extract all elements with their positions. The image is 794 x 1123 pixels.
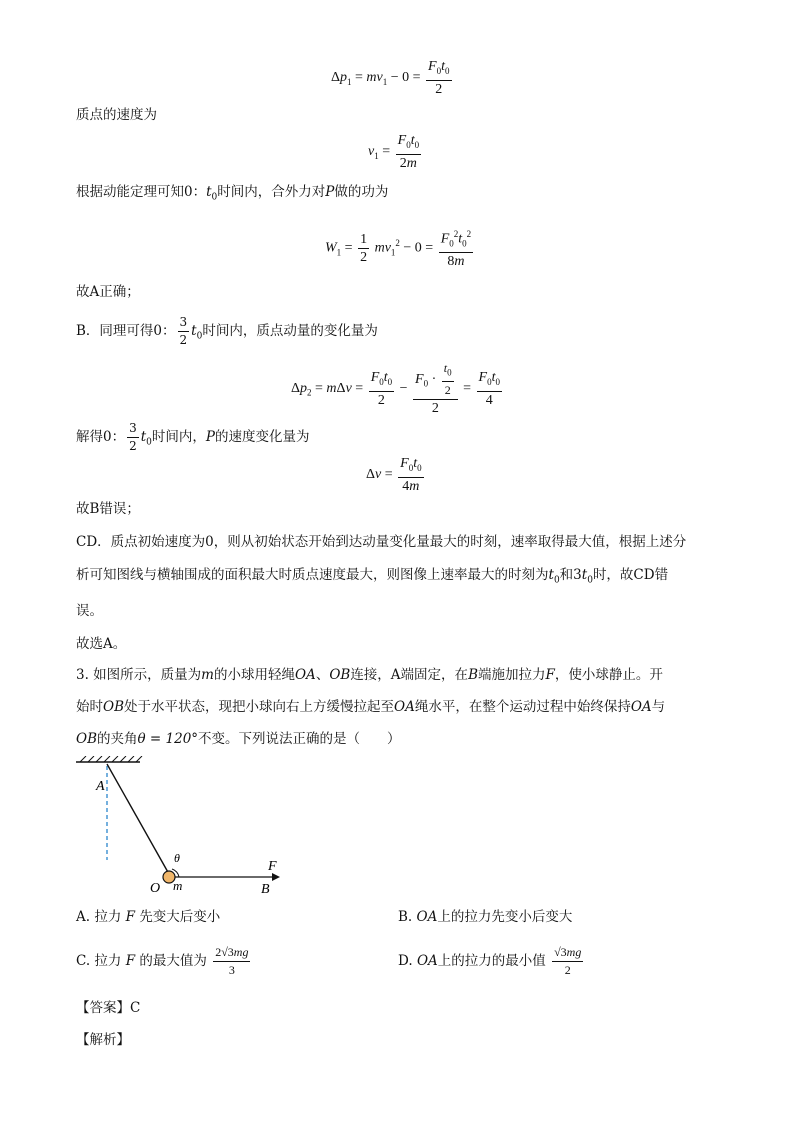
option-b[interactable]: B. OA上的拉力先变小后变大 xyxy=(398,909,573,925)
option-c[interactable]: C. 拉力 F 的最大值为 $\frac{2√3mg}{3}$ xyxy=(76,945,249,977)
analysis-label: 【解析】 xyxy=(76,1032,130,1048)
text-a-correct: 故A正确； xyxy=(76,284,140,300)
label-m: m xyxy=(173,878,183,893)
question-3-line2: 始时OB处于水平状态，现把小球向右上方缓慢拉起至OA绳水平，在整个运动过程中始终保持OA与 xyxy=(76,699,666,715)
option-a[interactable]: A. 拉力 F 先变大后变小 xyxy=(76,909,221,925)
text-choose: 故选A。 xyxy=(76,636,127,652)
formula-momentum-change-2: $\Delta p_2 = m\Delta v$ = $\frac{F_0t_0}{2}$ − $F_0$ · $\frac{t_0}{2}$ 2 = $\frac{F_0t_0}{4}$ xyxy=(291,361,500,417)
formula-velocity-change: Δv = $\frac{F_0t_0}{4m}$ xyxy=(366,456,422,494)
ceiling-support xyxy=(76,756,142,762)
text-b-wrong: 故B错误； xyxy=(76,501,140,517)
label-A: A xyxy=(96,779,105,794)
text-b-intro: B．同理可得0： $\frac{3}{2}$ $t_0$时间内，质点动量的变化量为 xyxy=(76,315,378,347)
text-solve: 解得0： $\frac{3}{2}$ $t_0$时间内，P的速度变化量为 xyxy=(76,421,310,453)
text-speed-label: 质点的速度为 xyxy=(76,107,157,123)
question-3-figure xyxy=(76,756,296,896)
formula-velocity-1: $v_1$ = $\frac{F_0t_0}{2m}$ xyxy=(368,133,420,171)
force-arrow-head xyxy=(272,873,280,881)
question-3-line1: 3. 如图所示，质量为m的小球用轻绳OA、OB连接，A端固定，在B端施加拉力F，使小球静止。开 xyxy=(76,667,663,683)
formula-work-1: $W_1$ = $\frac{1}{2}$ $mv_1^2 - 0$ = $\frac{F_0^2t_0^2}{8m}$ xyxy=(325,226,475,270)
question-3-line3: OB的夹角θ = 120°不变。下列说法正确的是（ ） xyxy=(76,731,401,747)
text-work-intro: 根据动能定理可知0：$t_0$时间内，合外力对P做的功为 xyxy=(76,184,389,203)
rope-OA xyxy=(107,764,169,874)
option-d[interactable]: D. OA上的拉力的最小值 $\frac{√3mg}{2}$ xyxy=(398,945,582,977)
text-cd-line3: 误。 xyxy=(76,603,103,619)
text-cd-line1: CD．质点初始速度为0，则从初始状态开始到达动量变化量最大的时刻，速率取得最大值，根据上述分 xyxy=(76,534,687,550)
text-cd-line2: 析可知图线与横轴围成的面积最大时质点速度最大，则图像上速率最大的时刻为$t_0$和$3t_0$时，故CD错 xyxy=(76,567,669,586)
answer-label: 【答案】C xyxy=(76,1000,141,1016)
label-B: B xyxy=(261,882,270,896)
label-O: O xyxy=(150,881,161,896)
label-theta: θ xyxy=(174,851,180,865)
formula-momentum-change-1: $\Delta p_1 = mv_1 - 0$ = $\frac{F_0t_0}{2}$ xyxy=(331,59,450,97)
label-F: F xyxy=(268,859,277,874)
